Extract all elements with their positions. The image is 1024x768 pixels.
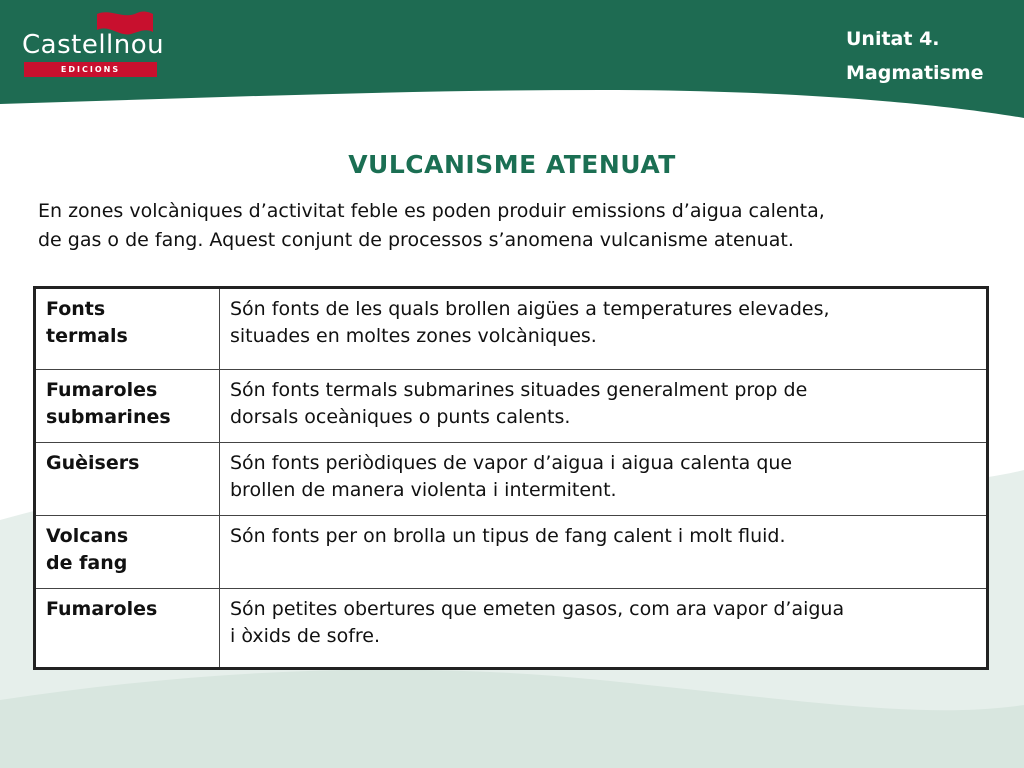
- term-text: Fumaroles: [46, 379, 158, 401]
- description-text: Són petites obertures que emeten gasos, com ara vapor d’aigua: [230, 598, 845, 620]
- description-text: situades en moltes zones volcàniques.: [230, 325, 597, 347]
- unit-heading: [846, 22, 984, 90]
- page-title: VULCANISME ATENUAT: [348, 150, 676, 179]
- description-text: i òxids de sofre.: [230, 625, 381, 647]
- intro-line: En zones volcàniques d’activitat feble es poden produir emissions d’aigua calenta,: [38, 200, 825, 222]
- description-cell: [220, 443, 988, 516]
- description-cell: [220, 370, 988, 443]
- description-cell: [220, 288, 988, 370]
- unit-topic: Magmatisme: [846, 62, 984, 84]
- term-text: Volcans: [46, 525, 129, 547]
- intro-line: de gas o de fang. Aquest conjunt de processos s’anomena vulcanisme atenuat.: [38, 229, 794, 251]
- table-row: [35, 516, 988, 589]
- term-cell: [35, 288, 220, 370]
- term-text: Fumaroles: [46, 598, 158, 620]
- term-text: submarines: [46, 406, 171, 428]
- term-cell: [35, 370, 220, 443]
- term-text: termals: [46, 325, 128, 347]
- logo-wordmark: Castellnou: [22, 30, 165, 60]
- unit-number: Unitat 4.: [846, 28, 940, 50]
- description-text: dorsals oceàniques o punts calents.: [230, 406, 571, 428]
- description-text: Són fonts per on brolla un tipus de fang calent i molt fluid.: [230, 525, 786, 547]
- description-text: Són fonts periòdiques de vapor d’aigua i aigua calenta que: [230, 452, 793, 474]
- castellnou-logo: [22, 10, 165, 78]
- definitions-table: [33, 286, 989, 670]
- table-row: [35, 443, 988, 516]
- term-cell: [35, 516, 220, 589]
- description-text: Són fonts termals submarines situades generalment prop de: [230, 379, 808, 401]
- description-cell: [220, 589, 988, 669]
- term-text: de fang: [46, 552, 128, 574]
- term-text: Fonts: [46, 298, 106, 320]
- description-text: brollen de manera violenta i intermitent.: [230, 479, 617, 501]
- table-row: [35, 589, 988, 669]
- term-cell: [35, 443, 220, 516]
- description-cell: [220, 516, 988, 589]
- description-text: Són fonts de les quals brollen aigües a temperatures elevades,: [230, 298, 830, 320]
- table-row: [35, 288, 988, 370]
- term-text: Guèisers: [46, 452, 140, 474]
- logo-subtitle: EDICIONS: [24, 62, 157, 77]
- table-row: [35, 370, 988, 443]
- term-cell: [35, 589, 220, 669]
- intro-paragraph: [38, 197, 998, 255]
